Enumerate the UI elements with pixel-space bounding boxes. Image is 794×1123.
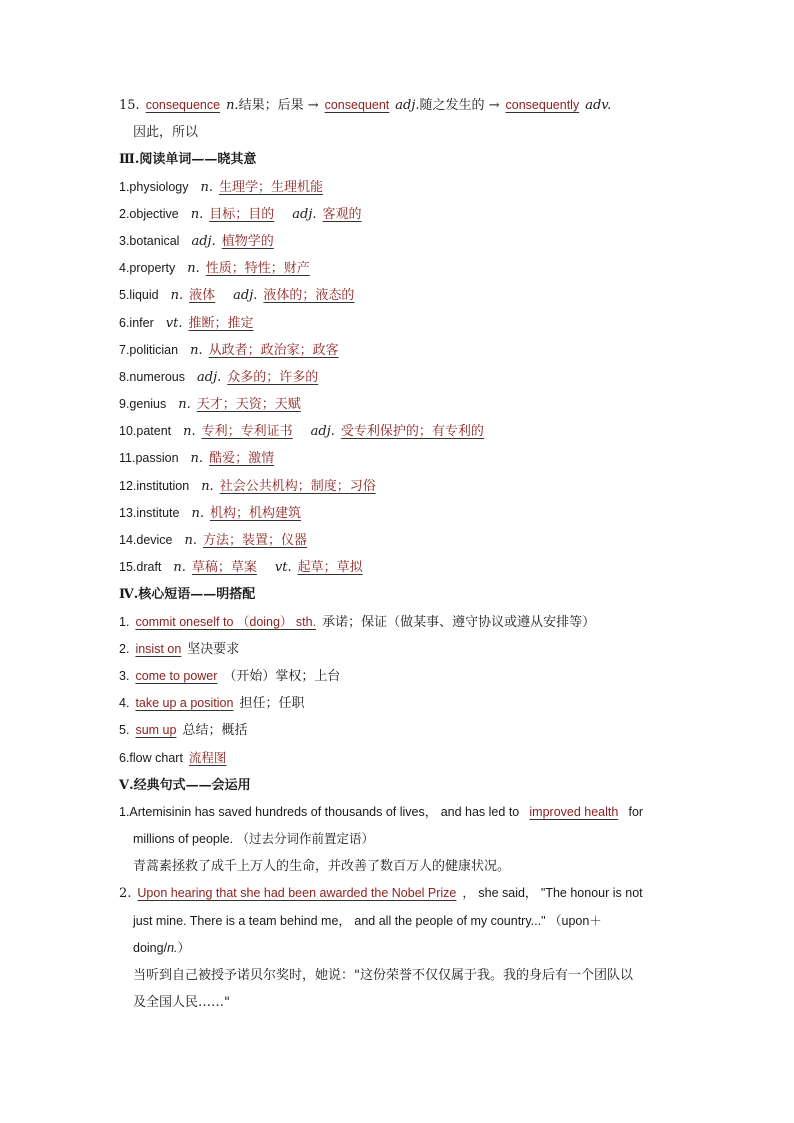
item-number: 5. xyxy=(119,723,130,738)
answer-blank: consequent xyxy=(324,98,390,112)
word: 15.draft xyxy=(119,560,162,575)
part-of-speech: adj. xyxy=(197,369,222,385)
part-of-speech: adj. xyxy=(233,288,258,304)
answer-blank: 众多的；许多的 xyxy=(227,369,319,385)
answer-blank: 从政者；政治家；政客 xyxy=(208,342,339,358)
word-item xyxy=(119,174,679,201)
answer-blank: 起草；草拟 xyxy=(297,560,363,576)
word-family-item xyxy=(119,92,679,119)
sentence-translation: 青蒿素拯救了成千上万人的生命，并改善了数百万人的健康状况。 xyxy=(133,859,511,875)
answer-blank: 受专利保护的；有专利的 xyxy=(340,424,484,440)
sentence-1 xyxy=(119,799,679,826)
part-of-speech: n. xyxy=(190,451,204,467)
part-of-speech: n. xyxy=(167,940,178,955)
sentence-text: ， she said， "The honour is not xyxy=(462,886,643,901)
part-of-speech: vt. xyxy=(165,315,183,331)
part-of-speech: adj. xyxy=(395,98,420,113)
answer-blank: 酷爱；激情 xyxy=(209,451,275,467)
answer-blank: insist on xyxy=(135,641,182,656)
word-item xyxy=(119,201,679,228)
phrase-item xyxy=(119,609,679,636)
word-item xyxy=(119,418,679,445)
part-of-speech: n. xyxy=(178,397,191,413)
word: 3.botanical xyxy=(119,233,180,248)
answer-blank: 方法；装置；仪器 xyxy=(203,533,308,548)
sentence-continuation xyxy=(119,935,679,962)
section-title: Ⅴ.经典句式——会运用 xyxy=(119,777,251,793)
word-item xyxy=(119,228,679,255)
sentence-translation: 当听到自己被授予诺贝尔奖时，她说："这份荣誉不仅仅属于我。我的身后有一个团队以 xyxy=(133,968,633,983)
part-of-speech: n. xyxy=(184,533,198,548)
part-of-speech: n. xyxy=(191,505,204,521)
answer-blank: 专利；专利证书 xyxy=(201,424,293,440)
word: 11.passion xyxy=(119,451,179,466)
answer-blank: 草稿；草案 xyxy=(191,560,257,576)
answer-blank: 社会公共机构；制度；习俗 xyxy=(219,478,376,494)
word: 2.objective xyxy=(119,206,179,221)
part-of-speech: n. xyxy=(170,288,184,304)
word: 14.device xyxy=(119,533,173,547)
sentence-2 xyxy=(119,880,679,907)
answer-blank: 机构；机构建筑 xyxy=(209,505,301,521)
word: 10.patent xyxy=(119,424,172,439)
phrase-item xyxy=(119,717,679,744)
meaning: 结果；后果 → xyxy=(238,98,319,113)
meaning: 承诺；保证（做某事、遵守协议或遵从安排等） xyxy=(322,614,596,630)
phrases-list xyxy=(119,609,679,772)
part-of-speech: adv. xyxy=(585,98,612,113)
phrase-item xyxy=(119,636,679,663)
word-item xyxy=(119,255,679,282)
meaning: 担任；任职 xyxy=(239,696,305,712)
item-number: 4. xyxy=(119,696,130,711)
section-title: Ⅲ.阅读单词——晓其意 xyxy=(119,152,257,168)
meaning: 坚决要求 xyxy=(187,641,240,657)
phrase-item xyxy=(119,663,679,690)
sentence-continuation: just mine. There is a team behind me， and all the people of my country..." （upon＋ xyxy=(133,913,602,928)
sentence-number: 2. xyxy=(119,886,132,902)
phrase-item xyxy=(119,745,679,772)
answer-blank: 植物学的 xyxy=(221,233,274,249)
reading-words-list xyxy=(119,174,679,582)
answer-blank: 推断；推定 xyxy=(188,315,254,331)
part-of-speech: adj. xyxy=(191,233,216,249)
answer-blank: come to power xyxy=(135,668,218,683)
word: 7.politician xyxy=(119,342,179,357)
answer-blank: consequently xyxy=(505,98,580,112)
sentence-text: doing/ xyxy=(133,940,168,955)
answer-blank: 天才；天资；天赋 xyxy=(196,397,301,413)
item-number: 6.flow chart xyxy=(119,750,183,765)
answer-blank: 客观的 xyxy=(322,206,362,222)
word-item xyxy=(119,364,679,391)
word: 1.physiology xyxy=(119,179,189,194)
meaning-continuation: 因此，所以 xyxy=(133,125,199,141)
part-of-speech: n. xyxy=(201,478,214,494)
meaning: 总结；概括 xyxy=(182,723,248,739)
item-number: 1. xyxy=(119,614,130,629)
answer-blank: commit oneself to （doing） sth. xyxy=(135,614,317,629)
part-of-speech: n. xyxy=(190,206,204,222)
word-item xyxy=(119,445,679,472)
phrase-item xyxy=(119,690,679,717)
answer-blank: 性质；特性；财产 xyxy=(205,261,310,277)
word-item xyxy=(119,282,679,309)
answer-blank: consequence xyxy=(145,98,221,112)
item-number: 15. xyxy=(119,98,140,113)
sentence-translation: 及全国人民……" xyxy=(133,995,230,1011)
word: 5.liquid xyxy=(119,288,159,303)
part-of-speech: n. xyxy=(190,342,203,358)
part-of-speech: vt. xyxy=(274,560,292,576)
part-of-speech: adj. xyxy=(292,206,317,222)
item-number: 3. xyxy=(119,668,130,683)
section-title: Ⅳ.核心短语——明搭配 xyxy=(119,587,256,603)
word: 12.institution xyxy=(119,478,190,493)
answer-blank: 液体的；液态的 xyxy=(263,288,355,304)
answer-blank: 流程图 xyxy=(188,750,227,765)
word: 8.numerous xyxy=(119,369,186,384)
word-item xyxy=(119,473,679,500)
meaning: 随之发生的 → xyxy=(419,98,500,113)
answer-blank: 目标；目的 xyxy=(209,206,275,222)
part-of-speech: adj. xyxy=(310,424,335,440)
part-of-speech: n. xyxy=(226,98,239,113)
word: 4.property xyxy=(119,261,176,276)
sentence-text: for xyxy=(628,804,644,819)
word-item xyxy=(119,554,679,581)
answer-blank: improved health xyxy=(529,804,619,819)
answer-blank: 生理学；生理机能 xyxy=(219,179,324,195)
part-of-speech: n. xyxy=(187,261,200,277)
word: 6.infer xyxy=(119,315,154,330)
answer-blank: 液体 xyxy=(189,288,216,304)
word-item xyxy=(119,527,679,554)
word-item xyxy=(119,500,679,527)
word: 9.genius xyxy=(119,397,167,412)
word-item xyxy=(119,310,679,337)
word-item xyxy=(119,391,679,418)
part-of-speech: n. xyxy=(183,424,196,440)
answer-blank: Upon hearing that she had been awarded the Nobel Prize xyxy=(137,886,457,901)
sentence-text: ） xyxy=(177,940,191,955)
word: 13.institute xyxy=(119,505,180,520)
worksheet-page xyxy=(119,92,679,1016)
part-of-speech: n. xyxy=(200,179,214,195)
sentence-text: 1.Artemisinin has saved hundreds of thousands of lives， and has led to xyxy=(119,804,520,819)
answer-blank: sum up xyxy=(135,723,177,738)
sentence-continuation: millions of people. （过去分词作前置定语） xyxy=(133,832,375,847)
meaning: （开始）掌权；上台 xyxy=(223,668,341,684)
part-of-speech: n. xyxy=(173,560,186,576)
word-item xyxy=(119,337,679,364)
answer-blank: take up a position xyxy=(135,696,234,711)
item-number: 2. xyxy=(119,641,130,656)
